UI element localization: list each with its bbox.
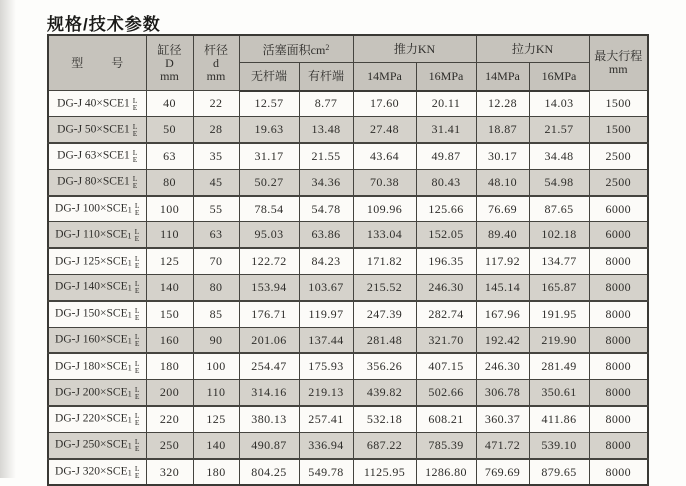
stroke-cell: 8000 bbox=[589, 432, 648, 458]
model-cell: DG-J 63×SCE1 L E bbox=[48, 143, 146, 169]
header-pull-force: 拉力KN bbox=[476, 35, 589, 63]
push-16-cell: 321.70 bbox=[416, 327, 476, 353]
pull-16-cell: 34.48 bbox=[529, 143, 589, 169]
pull-14-cell: 18.87 bbox=[476, 117, 529, 143]
bore-cell: 40 bbox=[146, 91, 193, 117]
area-blind-cell: 78.54 bbox=[239, 196, 299, 222]
push-14-cell: 281.48 bbox=[353, 327, 416, 353]
stroke-cell: 6000 bbox=[589, 222, 648, 248]
rod-code-stack: L E bbox=[134, 332, 140, 349]
area-blind-cell: 122.72 bbox=[239, 248, 299, 274]
pull-14-cell: 471.72 bbox=[476, 432, 529, 458]
area-blind-cell: 804.25 bbox=[239, 459, 299, 486]
area-blind-cell: 50.27 bbox=[239, 169, 299, 195]
header-push-force: 推力KN bbox=[353, 35, 476, 63]
model-cell: DG-J 220×SCE1 L E bbox=[48, 406, 146, 432]
rod-code-stack: L E bbox=[132, 121, 138, 138]
model-cell: DG-J 40×SCE1 L E bbox=[48, 91, 146, 117]
table-row bbox=[48, 275, 648, 301]
bore-cell: 180 bbox=[146, 353, 193, 379]
push-14-cell: 215.52 bbox=[353, 275, 416, 301]
table-row bbox=[48, 380, 648, 406]
bore-cell: 80 bbox=[146, 169, 193, 195]
rod-code-stack: L E bbox=[134, 437, 140, 454]
push-14-cell: 1125.95 bbox=[353, 459, 416, 486]
pull-16-cell: 165.87 bbox=[529, 275, 589, 301]
area-rod-cell: 549.78 bbox=[299, 459, 353, 486]
model-cell: DG-J 100×SCE1 L E bbox=[48, 196, 146, 222]
bore-cell: 100 bbox=[146, 196, 193, 222]
rod-cell: 22 bbox=[193, 91, 239, 117]
stroke-cell: 1500 bbox=[589, 91, 648, 117]
header-piston-area: 活塞面积$cm^2$ bbox=[239, 35, 353, 63]
push-16-cell: 608.21 bbox=[416, 406, 476, 432]
area-blind-cell: 153.94 bbox=[239, 275, 299, 301]
push-14-cell: 109.96 bbox=[353, 196, 416, 222]
table-row bbox=[48, 117, 648, 143]
rod-code-stack: L E bbox=[134, 306, 140, 323]
stroke-cell: 8000 bbox=[589, 275, 648, 301]
area-rod-cell: 137.44 bbox=[299, 327, 353, 353]
stroke-cell: 6000 bbox=[589, 196, 648, 222]
squared-superscript: 2 bbox=[325, 43, 330, 53]
pull-16-cell: 350.61 bbox=[529, 380, 589, 406]
stroke-cell: 8000 bbox=[589, 248, 648, 274]
push-16-cell: 196.35 bbox=[416, 248, 476, 274]
area-rod-cell: 34.36 bbox=[299, 169, 353, 195]
rod-cell: 125 bbox=[193, 406, 239, 432]
push-14-cell: 687.22 bbox=[353, 432, 416, 458]
table-row bbox=[48, 353, 648, 379]
pull-16-cell: 54.98 bbox=[529, 169, 589, 195]
area-rod-cell: 103.67 bbox=[299, 275, 353, 301]
area-rod-cell: 175.93 bbox=[299, 353, 353, 379]
stroke-cell: 1500 bbox=[589, 117, 648, 143]
area-blind-cell: 176.71 bbox=[239, 301, 299, 327]
table-row bbox=[48, 169, 648, 195]
model-cell: DG-J 150×SCE1 L E bbox=[48, 301, 146, 327]
stroke-cell: 8000 bbox=[589, 327, 648, 353]
stroke-cell: 2500 bbox=[589, 143, 648, 169]
rod-cell: 85 bbox=[193, 301, 239, 327]
bore-cell: 63 bbox=[146, 143, 193, 169]
bore-cell: 200 bbox=[146, 380, 193, 406]
spec-table-body bbox=[48, 91, 648, 486]
pull-16-cell: 14.03 bbox=[529, 91, 589, 117]
area-blind-cell: 95.03 bbox=[239, 222, 299, 248]
model-cell: DG-J 125×SCE1 L E bbox=[48, 248, 146, 274]
rod-cell: 180 bbox=[193, 459, 239, 486]
area-blind-cell: 19.63 bbox=[239, 117, 299, 143]
push-14-cell: 27.48 bbox=[353, 117, 416, 143]
pull-14-cell: 360.37 bbox=[476, 406, 529, 432]
table-row bbox=[48, 222, 648, 248]
rod-cell: 28 bbox=[193, 117, 239, 143]
pull-16-cell: 102.18 bbox=[529, 222, 589, 248]
area-rod-cell: 13.48 bbox=[299, 117, 353, 143]
push-14-cell: 171.82 bbox=[353, 248, 416, 274]
table-row bbox=[48, 143, 648, 169]
rod-cell: 110 bbox=[193, 380, 239, 406]
model-cell: DG-J 50×SCE1 L E bbox=[48, 117, 146, 143]
model-cell: DG-J 80×SCE1 L E bbox=[48, 169, 146, 195]
push-14-cell: 43.64 bbox=[353, 143, 416, 169]
stroke-cell: 2500 bbox=[589, 169, 648, 195]
area-blind-cell: 201.06 bbox=[239, 327, 299, 353]
header-bore: 缸径 D mm bbox=[146, 35, 193, 91]
rod-code-stack: L E bbox=[132, 174, 138, 191]
pull-14-cell: 769.69 bbox=[476, 459, 529, 486]
pull-14-cell: 76.69 bbox=[476, 196, 529, 222]
table-row bbox=[48, 327, 648, 353]
area-rod-cell: 84.23 bbox=[299, 248, 353, 274]
rod-cell: 140 bbox=[193, 432, 239, 458]
push-14-cell: 532.18 bbox=[353, 406, 416, 432]
rod-code-stack: L E bbox=[134, 384, 140, 401]
push-14-cell: 247.39 bbox=[353, 301, 416, 327]
rod-code-stack: L E bbox=[132, 95, 138, 112]
rod-cell: 45 bbox=[193, 169, 239, 195]
area-blind-cell: 380.13 bbox=[239, 406, 299, 432]
table-row bbox=[48, 406, 648, 432]
stroke-cell: 8000 bbox=[589, 353, 648, 379]
push-14-cell: 133.04 bbox=[353, 222, 416, 248]
push-16-cell: 502.66 bbox=[416, 380, 476, 406]
model-cell: DG-J 200×SCE1 L E bbox=[48, 380, 146, 406]
pull-14-cell: 192.42 bbox=[476, 327, 529, 353]
spec-table-header bbox=[48, 35, 648, 91]
model-cell: DG-J 320×SCE1 L E bbox=[48, 459, 146, 486]
bore-cell: 250 bbox=[146, 432, 193, 458]
table-row bbox=[48, 248, 648, 274]
bore-cell: 140 bbox=[146, 275, 193, 301]
header-rod: 杆径 d mm bbox=[193, 35, 239, 91]
bore-cell: 110 bbox=[146, 222, 193, 248]
pull-14-cell: 12.28 bbox=[476, 91, 529, 117]
table-row bbox=[48, 301, 648, 327]
push-14-cell: 17.60 bbox=[353, 91, 416, 117]
header-push-14mpa: 14MPa bbox=[353, 63, 416, 91]
pull-16-cell: 191.95 bbox=[529, 301, 589, 327]
area-blind-cell: 490.87 bbox=[239, 432, 299, 458]
area-rod-cell: 257.41 bbox=[299, 406, 353, 432]
area-rod-cell: 336.94 bbox=[299, 432, 353, 458]
area-rod-cell: 21.55 bbox=[299, 143, 353, 169]
rod-cell: 90 bbox=[193, 327, 239, 353]
model-cell: DG-J 160×SCE1 L E bbox=[48, 327, 146, 353]
rod-code-stack: L E bbox=[134, 358, 140, 375]
header-model bbox=[48, 35, 146, 91]
push-16-cell: 31.41 bbox=[416, 117, 476, 143]
table-row bbox=[48, 196, 648, 222]
push-16-cell: 152.05 bbox=[416, 222, 476, 248]
area-blind-cell: 254.47 bbox=[239, 353, 299, 379]
push-16-cell: 407.15 bbox=[416, 353, 476, 379]
model-cell: DG-J 180×SCE1 L E bbox=[48, 353, 146, 379]
pull-14-cell: 48.10 bbox=[476, 169, 529, 195]
model-cell: DG-J 110×SCE1 L E bbox=[48, 222, 146, 248]
area-rod-cell: 54.78 bbox=[299, 196, 353, 222]
push-16-cell: 246.30 bbox=[416, 275, 476, 301]
pull-14-cell: 145.14 bbox=[476, 275, 529, 301]
pull-14-cell: 117.92 bbox=[476, 248, 529, 274]
rod-cell: 35 bbox=[193, 143, 239, 169]
header-max-stroke: 最大行程 mm bbox=[589, 35, 648, 91]
area-blind-cell: 31.17 bbox=[239, 143, 299, 169]
pull-16-cell: 879.65 bbox=[529, 459, 589, 486]
header-model-char-1: 型 bbox=[71, 55, 84, 70]
rod-code-stack: L E bbox=[132, 148, 138, 165]
pull-14-cell: 89.40 bbox=[476, 222, 529, 248]
pull-16-cell: 411.86 bbox=[529, 406, 589, 432]
bore-cell: 125 bbox=[146, 248, 193, 274]
push-16-cell: 785.39 bbox=[416, 432, 476, 458]
table-row bbox=[48, 91, 648, 117]
stroke-cell: 8000 bbox=[589, 459, 648, 486]
push-16-cell: 1286.80 bbox=[416, 459, 476, 486]
spec-table bbox=[47, 34, 649, 486]
pull-14-cell: 306.78 bbox=[476, 380, 529, 406]
header-area-blind-end: 无杆端 bbox=[239, 63, 299, 91]
rod-cell: 70 bbox=[193, 248, 239, 274]
header-push-16mpa: 16MPa bbox=[416, 63, 476, 91]
rod-cell: 55 bbox=[193, 196, 239, 222]
scan-edge-shadow bbox=[0, 0, 16, 478]
push-16-cell: 80.43 bbox=[416, 169, 476, 195]
header-model-char-2: 号 bbox=[111, 55, 124, 70]
pull-16-cell: 539.10 bbox=[529, 432, 589, 458]
push-14-cell: 439.82 bbox=[353, 380, 416, 406]
page-title: 规格/技术参数 bbox=[47, 15, 161, 34]
area-blind-cell: 314.16 bbox=[239, 380, 299, 406]
area-blind-cell: 12.57 bbox=[239, 91, 299, 117]
rod-cell: 100 bbox=[193, 353, 239, 379]
pull-16-cell: 281.49 bbox=[529, 353, 589, 379]
header-area-rod-end: 有杆端 bbox=[299, 63, 353, 91]
table-row bbox=[48, 459, 648, 486]
push-16-cell: 49.87 bbox=[416, 143, 476, 169]
bore-cell: 320 bbox=[146, 459, 193, 486]
stroke-cell: 8000 bbox=[589, 406, 648, 432]
header-pull-16mpa: 16MPa bbox=[529, 63, 589, 91]
rod-code-stack: L E bbox=[134, 464, 140, 481]
model-cell: DG-J 140×SCE1 L E bbox=[48, 275, 146, 301]
push-16-cell: 20.11 bbox=[416, 91, 476, 117]
bore-cell: 160 bbox=[146, 327, 193, 353]
rod-code-stack: L E bbox=[134, 279, 140, 296]
bore-cell: 220 bbox=[146, 406, 193, 432]
push-14-cell: 70.38 bbox=[353, 169, 416, 195]
header-pull-14mpa: 14MPa bbox=[476, 63, 529, 91]
pull-16-cell: 87.65 bbox=[529, 196, 589, 222]
model-cell: DG-J 250×SCE1 L E bbox=[48, 432, 146, 458]
push-16-cell: 125.66 bbox=[416, 196, 476, 222]
push-16-cell: 282.74 bbox=[416, 301, 476, 327]
rod-cell: 63 bbox=[193, 222, 239, 248]
push-14-cell: 356.26 bbox=[353, 353, 416, 379]
rod-cell: 80 bbox=[193, 275, 239, 301]
rod-code-stack: L E bbox=[134, 253, 140, 270]
bore-cell: 50 bbox=[146, 117, 193, 143]
rod-code-stack: L E bbox=[134, 226, 140, 243]
area-rod-cell: 119.97 bbox=[299, 301, 353, 327]
rod-code-stack: L E bbox=[134, 201, 140, 218]
area-rod-cell: 8.77 bbox=[299, 91, 353, 117]
pull-16-cell: 219.90 bbox=[529, 327, 589, 353]
stroke-cell: 8000 bbox=[589, 301, 648, 327]
pull-14-cell: 167.96 bbox=[476, 301, 529, 327]
area-rod-cell: 63.86 bbox=[299, 222, 353, 248]
rod-code-stack: L E bbox=[134, 411, 140, 428]
table-row bbox=[48, 432, 648, 458]
pull-16-cell: 134.77 bbox=[529, 248, 589, 274]
bore-cell: 150 bbox=[146, 301, 193, 327]
pull-16-cell: 21.57 bbox=[529, 117, 589, 143]
pull-14-cell: 246.30 bbox=[476, 353, 529, 379]
stroke-cell: 8000 bbox=[589, 380, 648, 406]
area-rod-cell: 219.13 bbox=[299, 380, 353, 406]
pull-14-cell: 30.17 bbox=[476, 143, 529, 169]
